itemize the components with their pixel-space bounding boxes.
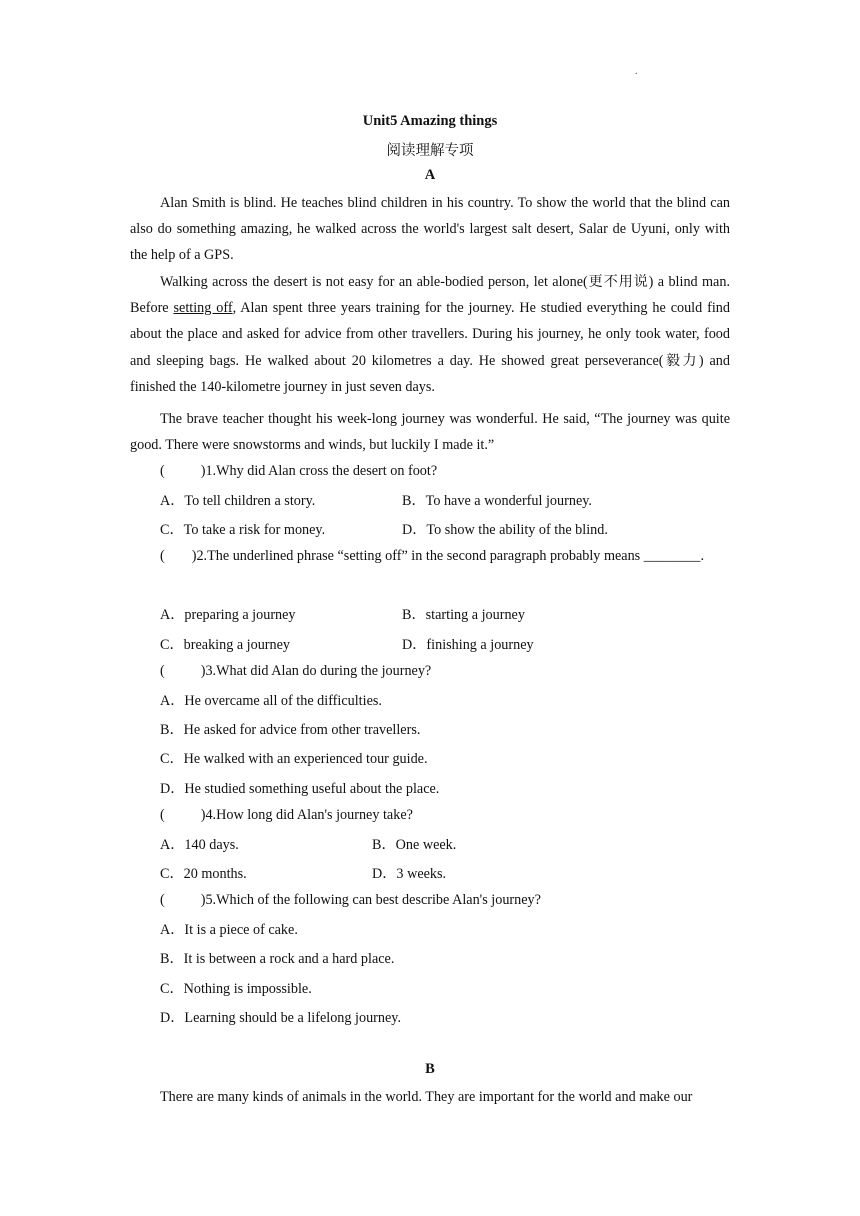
question-paren: ( [160, 548, 165, 564]
passage-b-paragraph-1: There are many kinds of animals in the world. They are important for the world and make our [160, 1089, 693, 1105]
passage-a-paragraph-3: The brave teacher thought his week-long journey was wonderful. He said, “The journey was quite good. There were snowstorms and winds, but luckily I made it.” [130, 411, 730, 454]
question-1-option-c: C．To take a risk for money. [160, 522, 326, 538]
question-paren: ( [160, 807, 165, 823]
question-1-option-b: B．To have a wonderful journey. [402, 493, 592, 509]
question-5 [160, 887, 730, 913]
question-5-option-c: C．Nothing is impossible. [160, 981, 312, 997]
section-b-heading: B [425, 1061, 435, 1077]
question-paren: ( [160, 663, 165, 679]
question-3 [160, 658, 730, 684]
header-dot: . [635, 66, 638, 77]
question-4-option-a: A．140 days. [160, 837, 239, 853]
question-2-option-d: D．finishing a journey [402, 637, 534, 653]
question-1-option-d: D．To show the ability of the blind. [402, 522, 608, 538]
question-3-option-d: D．He studied something useful about the place. [160, 781, 440, 797]
question-2-option-b: B．starting a journey [402, 607, 525, 623]
question-3-option-c: C．He walked with an experienced tour guide. [160, 751, 428, 767]
paragraph-2-text-start: Walking across the desert is not easy for an able-bodied person, let alone(更不用说) a blind man. Before [130, 274, 730, 317]
question-4-option-b: B．One week. [372, 837, 457, 853]
section-a-heading: A [424, 167, 436, 183]
question-4-option-c: C．20 months. [160, 866, 247, 882]
question-paren: ( [160, 463, 165, 479]
question-3-option-a: A．He overcame all of the difficulties. [160, 693, 382, 709]
question-5-option-b: B．It is between a rock and a hard place. [160, 951, 395, 967]
question-1 [160, 458, 730, 484]
passage-a-paragraph-1: Alan Smith is blind. He teaches blind children in his country. To show the world that the blind can also do something amazing, he walked across the world's largest salt desert, Salar de Uyuni, only with the help of a GPS. [130, 195, 730, 264]
question-5-stem: )5.Which of the following can best describe Alan's journey? [200, 892, 541, 908]
question-1-option-a: A．To tell children a story. [160, 493, 316, 509]
question-2-option-a: A．preparing a journey [160, 607, 296, 623]
page-title: Unit5 Amazing things [362, 113, 498, 129]
question-5-option-a: A．It is a piece of cake. [160, 922, 298, 938]
question-4 [160, 802, 730, 828]
question-4-stem: )4.How long did Alan's journey take? [200, 807, 413, 823]
question-paren: ( [160, 892, 165, 908]
paragraph-2-text-end: , Alan spent three years training for the journey. He studied everything he could find about the place and asked for advice from other travellers. During his journey, he only took water, food and sleeping bags. He walked about 20 kilometres a day. He showed great perseverance(毅力) and finished the 140-kilometre journey in just seven days. [130, 300, 730, 395]
question-4-option-d: D．3 weeks. [372, 866, 447, 882]
question-2 [130, 542, 730, 571]
question-3-option-b: B．He asked for advice from other travellers. [160, 722, 421, 738]
question-2-option-c: C．breaking a journey [160, 637, 291, 653]
question-3-stem: )3.What did Alan do during the journey? [200, 663, 432, 679]
question-5-option-d: D．Learning should be a lifelong journey. [160, 1010, 401, 1026]
page-subtitle: 阅读理解专项 [386, 143, 474, 159]
question-2-stem: )2.The underlined phrase “setting off” in the second paragraph probably means ________. [191, 548, 705, 564]
underlined-phrase: setting off [173, 300, 233, 317]
question-1-stem: )1.Why did Alan cross the desert on foot? [200, 463, 438, 479]
passage-a-paragraph-2 [130, 269, 730, 400]
